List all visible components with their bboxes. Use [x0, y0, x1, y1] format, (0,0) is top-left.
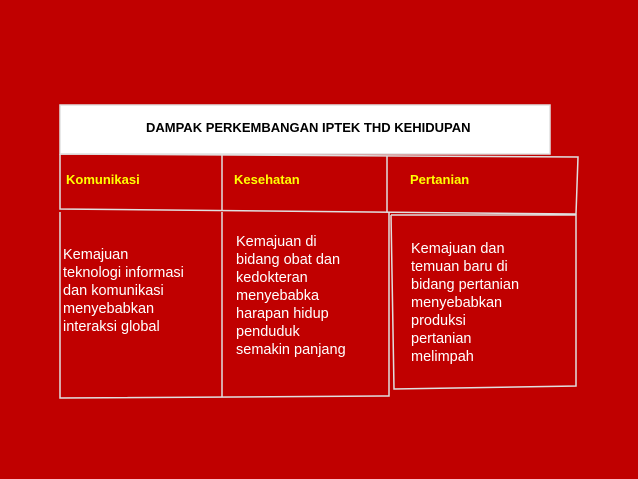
cell-line: menyebabka [236, 288, 320, 304]
cell-komunikasi [63, 246, 184, 336]
cell-line: semakin panjang [236, 342, 346, 358]
cell-line: Kemajuan dan [411, 241, 505, 257]
header-kesehatan: Kesehatan [234, 172, 300, 187]
cell-line: menyebabkan [411, 295, 503, 311]
cell-kesehatan [236, 233, 346, 359]
cell-line: melimpah [411, 349, 474, 365]
cell-line: bidang obat dan [236, 252, 341, 268]
cell-line: temuan baru di [411, 259, 508, 275]
cell-line: menyebabkan [63, 301, 155, 317]
header-pertanian: Pertanian [410, 172, 470, 187]
header-komunikasi: Komunikasi [66, 172, 140, 187]
cell-line: Kemajuan [63, 247, 129, 263]
cell-line: kedokteran [236, 270, 308, 286]
cell-pertanian [411, 240, 519, 366]
cell-line: interaksi global [63, 319, 160, 335]
cell-line: harapan hidup [236, 306, 329, 322]
cell-line: Kemajuan di [236, 234, 317, 250]
cell-line: penduduk [236, 324, 300, 340]
cell-line: bidang pertanian [411, 277, 520, 293]
cell-line: dan komunikasi [63, 283, 164, 299]
table-title: DAMPAK PERKEMBANGAN IPTEK THD KEHIDUPAN [146, 120, 471, 135]
cell-line: pertanian [411, 331, 472, 347]
cell-line: teknologi informasi [63, 265, 184, 281]
cell-line: produksi [411, 313, 466, 329]
